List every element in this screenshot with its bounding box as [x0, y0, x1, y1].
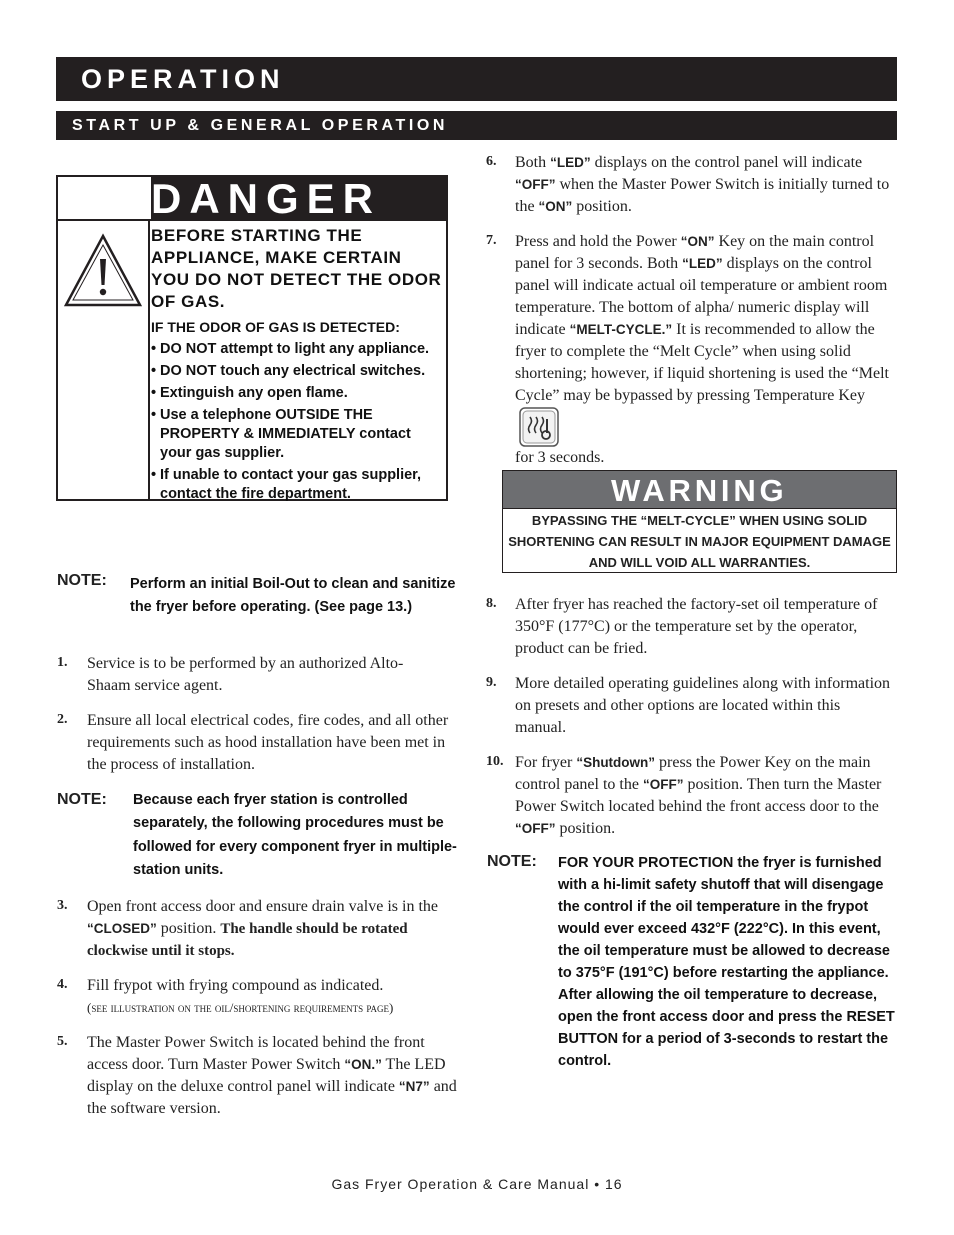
step-number: 9. [486, 675, 497, 690]
step-text: For fryer “Shutdown” press the Power Key on the main control panel to the “OFF” position. Then turn the Master Power Switch located behind the front access door to the “OFF” position. [515, 754, 882, 837]
page-footer: Gas Fryer Operation & Care Manual • 16 [331, 1176, 623, 1192]
note-text: Because each fryer station is controlled separately, the following procedures must be followed for every component fryer in multiple-station units. [133, 792, 457, 878]
step-number: 5. [57, 1034, 68, 1049]
section-header [56, 57, 897, 101]
list-item: • DO NOT attempt to light any appliance. [151, 341, 430, 357]
danger-heading: DANGER [151, 175, 382, 222]
warning-header [503, 471, 896, 509]
warning-heading: WARNING [611, 473, 788, 508]
step-number: 6. [486, 154, 497, 169]
note-text: FOR YOUR PROTECTION the fryer is furnished with a hi-limit safety shutoff that will disengage the control if the oil temperature in the frypot would ever exceed 432°F (222°C). In this event, the oil temperature must be allowed to decrease to 375°F (191°C) before restarting the appliance. After allowing the oil temperature to decrease, open the front access door and press the RESET BUTTON for a period of 3-seconds to restart the control. [558, 855, 895, 1069]
step-number: 10. [486, 754, 504, 769]
warning-triangle-icon [63, 233, 143, 309]
danger-body [151, 225, 444, 504]
step-text: Fill frypot with frying compound as indicated. (see illustration on the oil/shortening requirements page) [87, 977, 394, 1015]
list-item: • DO NOT touch any electrical switches. [151, 363, 426, 379]
step-text: More detailed operating guidelines along with information on presets and other options are located within this manual. [515, 675, 891, 736]
step-text: Service is to be performed by an authorized Alto-Shaam service agent. [87, 655, 404, 694]
step-number: 2. [57, 712, 68, 727]
list-item: • Use a telephone OUTSIDE THE PROPERTY & IMMEDIATELY contact your gas supplier. [151, 407, 411, 461]
step-number: 4. [57, 977, 68, 992]
subsection-title: START UP & GENERAL OPERATION [72, 117, 449, 134]
temperature-key-icon [519, 407, 559, 447]
note-label: NOTE: [57, 572, 107, 589]
danger-box [56, 175, 448, 501]
warning-text: BYPASSING THE “MELT-CYCLE” WHEN USING SOLID SHORTENING CAN RESULT IN MAJOR EQUIPMENT DAMAGE AND WILL VOID ALL WARRANTIES. [508, 513, 891, 570]
step-text: Press and hold the Power “ON” Key on the main control panel for 3 seconds. Both “LED” displays on the control panel will indicate actual oil temperature or ambient room temperature. The bottom of alpha/ numeric display will indicate “MELT-CYCLE.” It is recommended to allow the fryer to complete the “Melt Cycle” when using solid shortening; however, if liquid shortening is used the “Melt Cycle” may be bypassed by pressing Temperature Key for 3 seconds. [515, 233, 889, 466]
note-label: NOTE: [57, 791, 107, 808]
danger-title: BEFORE STARTING THE APPLIANCE, MAKE CERTAIN YOU DO NOT DETECT THE ODOR OF GAS. [151, 226, 442, 311]
danger-subtitle: IF THE ODOR OF GAS IS DETECTED: [151, 319, 400, 335]
list-item: • Extinguish any open flame. [151, 385, 348, 401]
step-number: 8. [486, 596, 497, 611]
step-number: 1. [57, 655, 68, 670]
step-text: After fryer has reached the factory-set oil temperature of 350°F (177°C) or the temperature set by the operator, product can be fried. [515, 596, 878, 657]
list-item: • If unable to contact your gas supplier, contact the fire department. [151, 467, 422, 502]
section-title: OPERATION [81, 64, 285, 94]
step-number: 3. [57, 898, 68, 913]
step-text: Open front access door and ensure drain valve is in the “CLOSED” position. The handle should be rotated clockwise until it stops. [87, 898, 438, 959]
note-label: NOTE: [487, 853, 537, 870]
step-text: Ensure all local electrical codes, fire codes, and all other requirements such as hood installation have been met in the process of installation. [87, 712, 449, 773]
step-number: 7. [486, 233, 497, 248]
step-text: Both “LED” displays on the control panel will indicate “OFF” when the Master Power Switch is initially turned to the “ON” position. [515, 154, 890, 215]
danger-header [151, 177, 446, 221]
note-text: Perform an initial Boil-Out to clean and sanitize the fryer before operating. (See page 13.) [130, 576, 456, 615]
step-text: The Master Power Switch is located behind the front access door. Turn Master Power Switch “ON.” The LED display on the deluxe control panel will indicate “N7” and the software version. [87, 1034, 457, 1117]
subsection-header [56, 111, 897, 140]
warning-box [502, 470, 897, 573]
danger-list [151, 340, 444, 504]
